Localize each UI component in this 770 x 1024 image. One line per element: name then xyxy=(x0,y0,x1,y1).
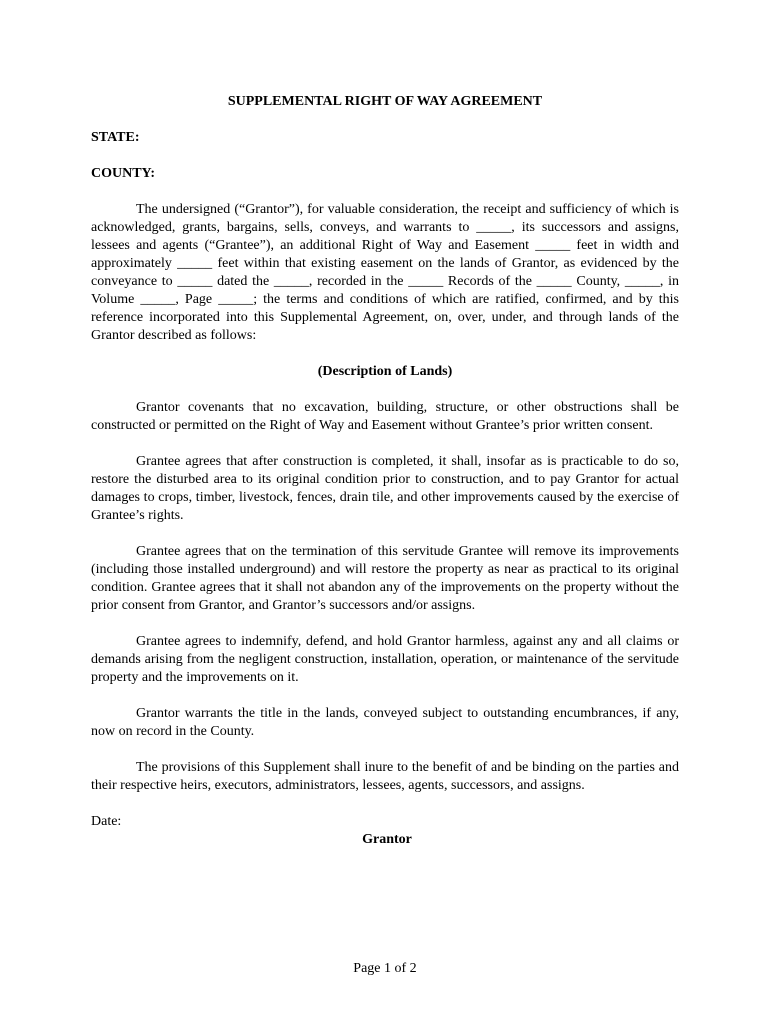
document-title: SUPPLEMENTAL RIGHT OF WAY AGREEMENT xyxy=(227,94,543,109)
grant-paragraph: The undersigned (“Grantor”), for valuable consideration, the receipt and sufficiency of which is acknowledged, grants, bargains, sells, conveys, and warrants to _____, its successors and assigns, lessees and agents (“Grantee”), an additional Right of Way and Easement _____ feet in width and approximately _____ feet within that existing easement on the lands of Grantor, as evidenced by the conveyance to _____ dated the _____, recorded in the _____ Records of the _____ County, _____, in Volume _____, Page _____; the terms and conditions of which are ratified, confirmed, and by this reference incorporated into this Supplemental Agreement, on, over, under, and through lands of the Grantor described as follows: xyxy=(91,202,679,343)
indemnity-paragraph: Grantee agrees to indemnify, defend, and hold Grantor harmless, against any and all claims or demands arising from the negligent construction, installation, operation, or maintenance of the servitude property and the improvements on it. xyxy=(91,634,679,685)
page-number: Page 1 of 2 xyxy=(353,961,417,976)
restoration-paragraph: Grantee agrees that after construction is completed, it shall, insofar as is practicable to do so, restore the disturbed area to its original condition prior to construction, and to pay Grantor for actual damages to crops, timber, livestock, fences, drain tile, and other improvements caused by the exercise of Grantee’s rights. xyxy=(91,454,679,523)
county-label: COUNTY: xyxy=(91,166,156,181)
state-label: STATE: xyxy=(91,130,140,145)
grantor-signature-label: Grantor xyxy=(362,832,412,847)
document-body xyxy=(91,93,679,849)
date-label: Date: xyxy=(91,814,122,829)
warranty-paragraph: Grantor warrants the title in the lands, conveyed subject to outstanding encumbrances, if any, now on record in the County. xyxy=(91,706,679,739)
termination-paragraph: Grantee agrees that on the termination of this servitude Grantee will remove its improvements (including those installed underground) and will restore the property as near as practical to its original condition. Grantee agrees that it shall not abandon any of the improvements on the property without the prior consent from Grantor, and Grantor’s successors and/or assigns. xyxy=(91,544,679,613)
covenant-paragraph: Grantor covenants that no excavation, building, structure, or other obstructions shall be constructed or permitted on the Right of Way and Easement without Grantee’s prior written consent. xyxy=(91,400,679,433)
binding-paragraph: The provisions of this Supplement shall inure to the benefit of and be binding on the parties and their respective heirs, executors, administrators, lessees, agents, successors, and assigns. xyxy=(91,760,679,793)
description-heading: (Description of Lands) xyxy=(317,364,453,379)
